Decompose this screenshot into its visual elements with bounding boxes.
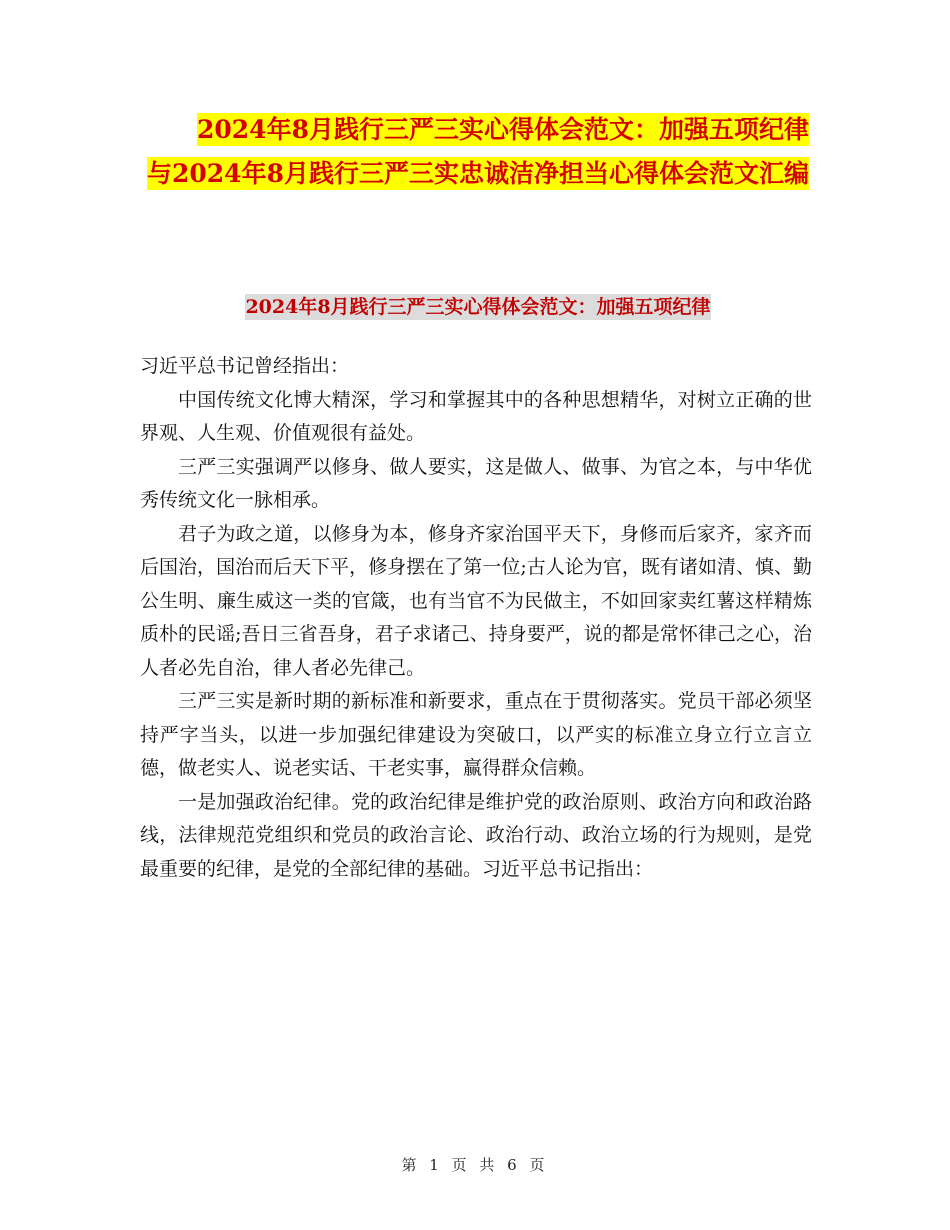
paragraph: 三严三实是新时期的新标准和新要求，重点在于贯彻落实。党员干部必须坚持严字当头，以进一步加强纪律建设为突破口，以严实的标准立身立行立言立德，做老实人、说老实话、干老实事，赢得群众信赖。 — [140, 690, 812, 779]
paragraph: 中国传统文化博大精深，学习和掌握其中的各种思想精华，对树立正确的世界观、人生观、价值观很有益处。 — [140, 388, 812, 444]
paragraph: 习近平总书记曾经指出： — [140, 355, 350, 377]
document-title — [138, 108, 818, 196]
paragraph: 君子为政之道，以修身为本，修身齐家治国平天下，身修而后家齐，家齐而后国治，国治而后天下平，修身摆在了第一位;古人论为官，既有诸如清、慎、勤公生明、廉生威这一类的官箴，也有当官不为民做主，不如回家卖红薯这样精炼质朴的民谣;吾日三省吾身，君子求诸己、持身要严，说的都是常怀律己之心，治人者必先自治，律人者必先律己。 — [140, 522, 812, 679]
paragraph: 三严三实强调严以修身、做人要实，这是做人、做事、为官之本，与中华优秀传统文化一脉相承。 — [140, 455, 812, 511]
paragraph: 一是加强政治纪律。党的政治纪律是维护党的政治原则、政治方向和政治路线，法律规范党组织和党员的政治言论、政治行动、政治立场的行为规则，是党最重要的纪律，是党的全部纪律的基础。习近平总书记指出： — [140, 790, 812, 880]
section-title-text: 2024年8月践行三严三实心得体会范文：加强五项纪律 — [245, 296, 711, 318]
document-body — [140, 350, 812, 886]
section-title — [138, 292, 818, 322]
document-title-text: 2024年8月践行三严三实心得体会范文：加强五项纪律与2024年8月践行三严三实忠诚洁净担当心得体会范文汇编 — [147, 115, 809, 188]
page-footer: 第 1 页 共 6 页 — [401, 1156, 549, 1174]
